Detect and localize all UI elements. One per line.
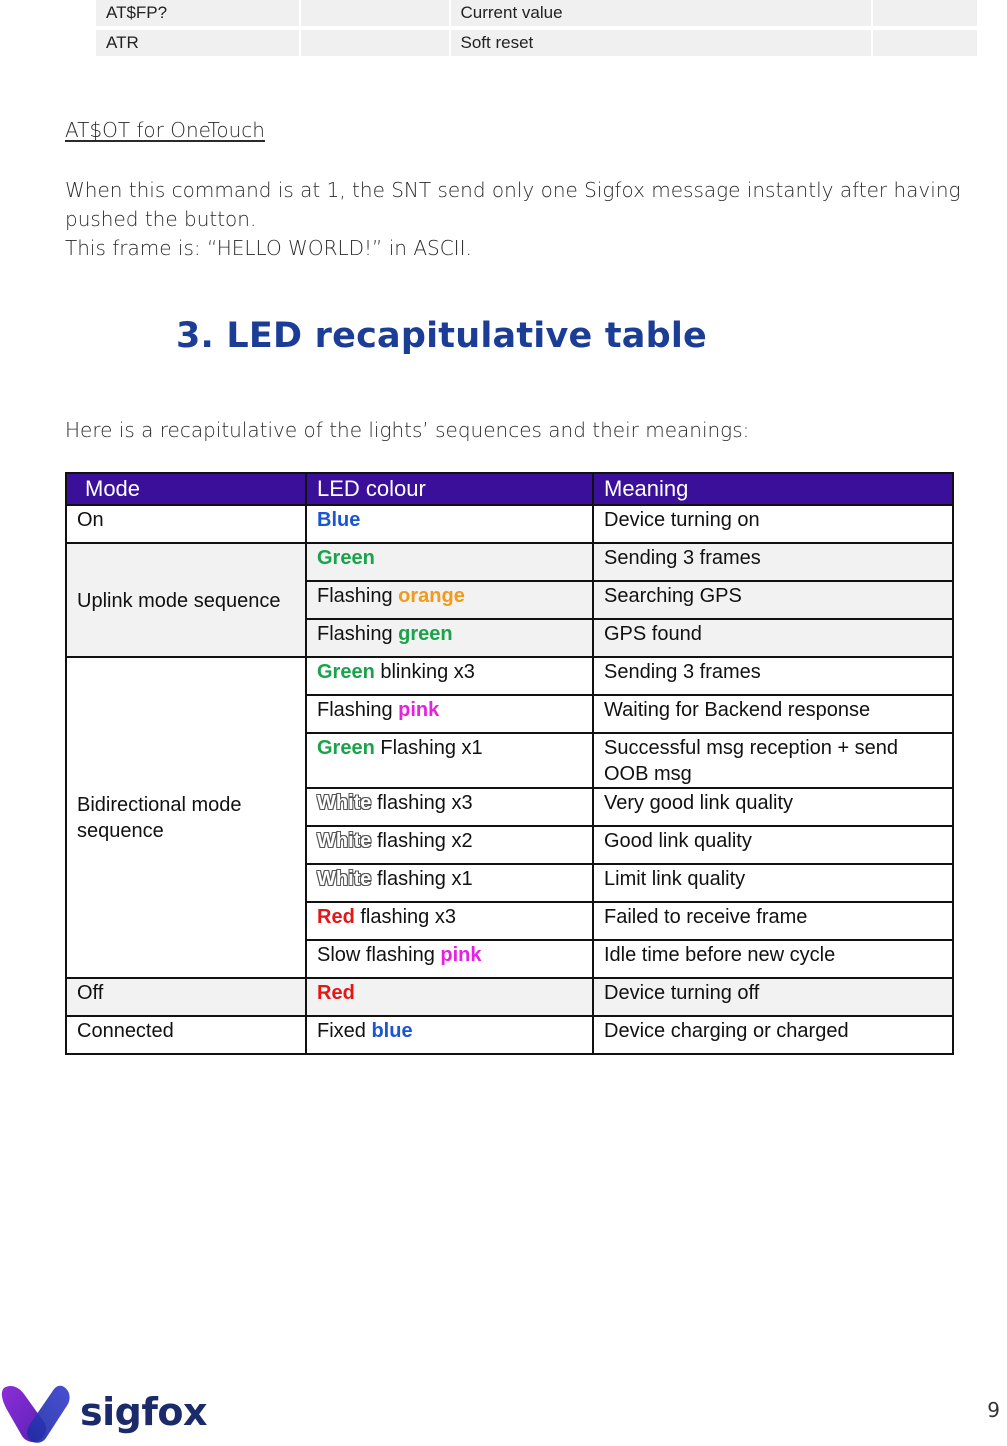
meaning-cell: Waiting for Backend response [593, 695, 953, 733]
description-cell: Current value [451, 0, 872, 26]
page-number: 9 [987, 1398, 1000, 1422]
meaning-cell: Sending 3 frames [593, 543, 953, 581]
led-color-word: Red [317, 906, 355, 928]
meaning-cell: Successful msg reception + send OOB msg [593, 733, 953, 788]
command-table [94, 0, 979, 56]
empty-cell [873, 0, 977, 26]
empty-cell [301, 26, 448, 56]
led-cell: Flashing green [306, 619, 593, 657]
intro-text: Here is a recapitulative of the lights’ sequences and their meanings: [65, 418, 750, 442]
meaning-cell: Device turning on [593, 505, 953, 543]
led-cell: White flashing x2 [306, 826, 593, 864]
led-color-word: White [317, 830, 372, 852]
table-row [66, 543, 953, 581]
table-header-row [66, 473, 953, 505]
led-color-word: pink [398, 699, 440, 721]
led-color-word: White [317, 792, 372, 814]
meaning-cell: GPS found [593, 619, 953, 657]
meaning-cell: Failed to receive frame [593, 902, 953, 940]
header-meaning: Meaning [593, 473, 953, 505]
table-row [66, 657, 953, 695]
led-color-word: blue [371, 1020, 413, 1042]
command-cell: ATR [96, 26, 299, 56]
mode-cell: Uplink mode sequence [66, 543, 306, 657]
led-cell [306, 978, 593, 1016]
logo-text: sigfox [80, 1390, 207, 1434]
empty-cell [873, 26, 977, 56]
led-color-word: White [317, 868, 372, 890]
led-cell: Red flashing x3 [306, 902, 593, 940]
paragraph-line: When this command is at 1, the SNT send only one Sigfox message instantly after having pushed the button. [65, 178, 961, 231]
led-cell [306, 543, 593, 581]
paragraph-line: This frame is: “HELLO WORLD!” in ASCII. [65, 236, 472, 260]
table-row [66, 978, 953, 1016]
led-cell: Slow flashing pink [306, 940, 593, 978]
meaning-cell: Device charging or charged [593, 1016, 953, 1054]
led-table [65, 472, 954, 1055]
led-cell: Green Flashing x1 [306, 733, 593, 788]
meaning-cell: Device turning off [593, 978, 953, 1016]
meaning-cell: Idle time before new cycle [593, 940, 953, 978]
mode-cell: Bidirectional mode sequence [66, 657, 306, 978]
led-cell: White flashing x1 [306, 864, 593, 902]
header-mode: Mode [66, 473, 306, 505]
led-color-word: Red [317, 982, 355, 1004]
led-color-word: pink [440, 944, 482, 966]
led-cell [306, 505, 593, 543]
led-cell: Fixed blue [306, 1016, 593, 1054]
table-row [66, 505, 953, 543]
led-cell: White flashing x3 [306, 788, 593, 826]
led-color-word: Green [317, 547, 375, 569]
led-color-word: Green [317, 737, 375, 759]
led-color-word: Blue [317, 509, 361, 531]
meaning-cell: Very good link quality [593, 788, 953, 826]
description-cell: Soft reset [451, 26, 872, 56]
meaning-cell: Good link quality [593, 826, 953, 864]
led-cell: Flashing orange [306, 581, 593, 619]
section-paragraph [65, 176, 980, 263]
led-color-word: orange [398, 585, 465, 607]
empty-cell [301, 0, 448, 26]
meaning-cell: Sending 3 frames [593, 657, 953, 695]
command-cell: AT$FP? [96, 0, 299, 26]
table-row [96, 0, 977, 26]
led-color-word: Green [317, 661, 375, 683]
led-cell: Flashing pink [306, 695, 593, 733]
meaning-cell: Searching GPS [593, 581, 953, 619]
mode-cell: Connected [66, 1016, 306, 1054]
section-subheading: AT$OT for OneTouch [65, 118, 265, 142]
led-cell: Green blinking x3 [306, 657, 593, 695]
mode-cell: On [66, 505, 306, 543]
page-title: 3. LED recapitulative table [176, 316, 707, 356]
led-color-word: green [398, 623, 453, 645]
header-led-colour: LED colour [306, 473, 593, 505]
mode-cell: Off [66, 978, 306, 1016]
table-row [96, 26, 977, 56]
meaning-cell: Limit link quality [593, 864, 953, 902]
table-row [66, 1016, 953, 1054]
